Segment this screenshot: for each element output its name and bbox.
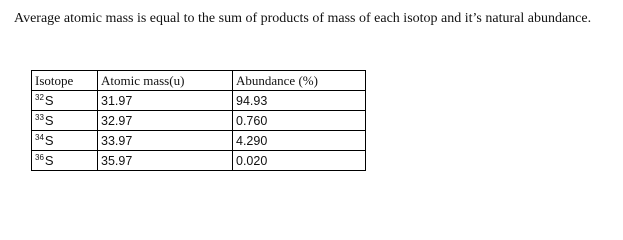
element-symbol: S: [44, 132, 54, 148]
element-symbol: S: [44, 112, 54, 128]
column-header-atomic-mass: Atomic mass(u): [98, 71, 233, 91]
abundance-cell: 0.760: [233, 111, 366, 131]
isotope-symbol: [35, 153, 54, 168]
mass-number: 36: [35, 152, 44, 162]
atomic-mass-cell: 35.97: [98, 151, 233, 171]
isotope-symbol: [35, 133, 54, 148]
table-header-row: [32, 71, 366, 91]
table-row: [32, 111, 366, 131]
table-row: [32, 91, 366, 111]
element-symbol: S: [44, 152, 54, 168]
abundance-cell: 94.93: [233, 91, 366, 111]
isotope-cell: [32, 91, 98, 111]
atomic-mass-cell: 33.97: [98, 131, 233, 151]
mass-number: 34: [35, 132, 44, 142]
atomic-mass-cell: 32.97: [98, 111, 233, 131]
isotope-cell: [32, 151, 98, 171]
abundance-cell: 4.290: [233, 131, 366, 151]
isotope-symbol: [35, 113, 54, 128]
mass-number: 33: [35, 112, 44, 122]
atomic-mass-cell: 31.97: [98, 91, 233, 111]
column-header-isotope: Isotope: [32, 71, 98, 91]
isotope-cell: [32, 131, 98, 151]
element-symbol: S: [44, 92, 54, 108]
intro-paragraph: Average atomic mass is equal to the sum of products of mass of each isotop and it’s natural abundance.: [14, 11, 592, 26]
isotope-symbol: [35, 93, 54, 108]
column-header-abundance: Abundance (%): [233, 71, 366, 91]
table-row: [32, 151, 366, 171]
isotope-cell: [32, 111, 98, 131]
mass-number: 32: [35, 92, 44, 102]
isotope-table: [31, 70, 366, 171]
table-row: [32, 131, 366, 151]
abundance-cell: 0.020: [233, 151, 366, 171]
